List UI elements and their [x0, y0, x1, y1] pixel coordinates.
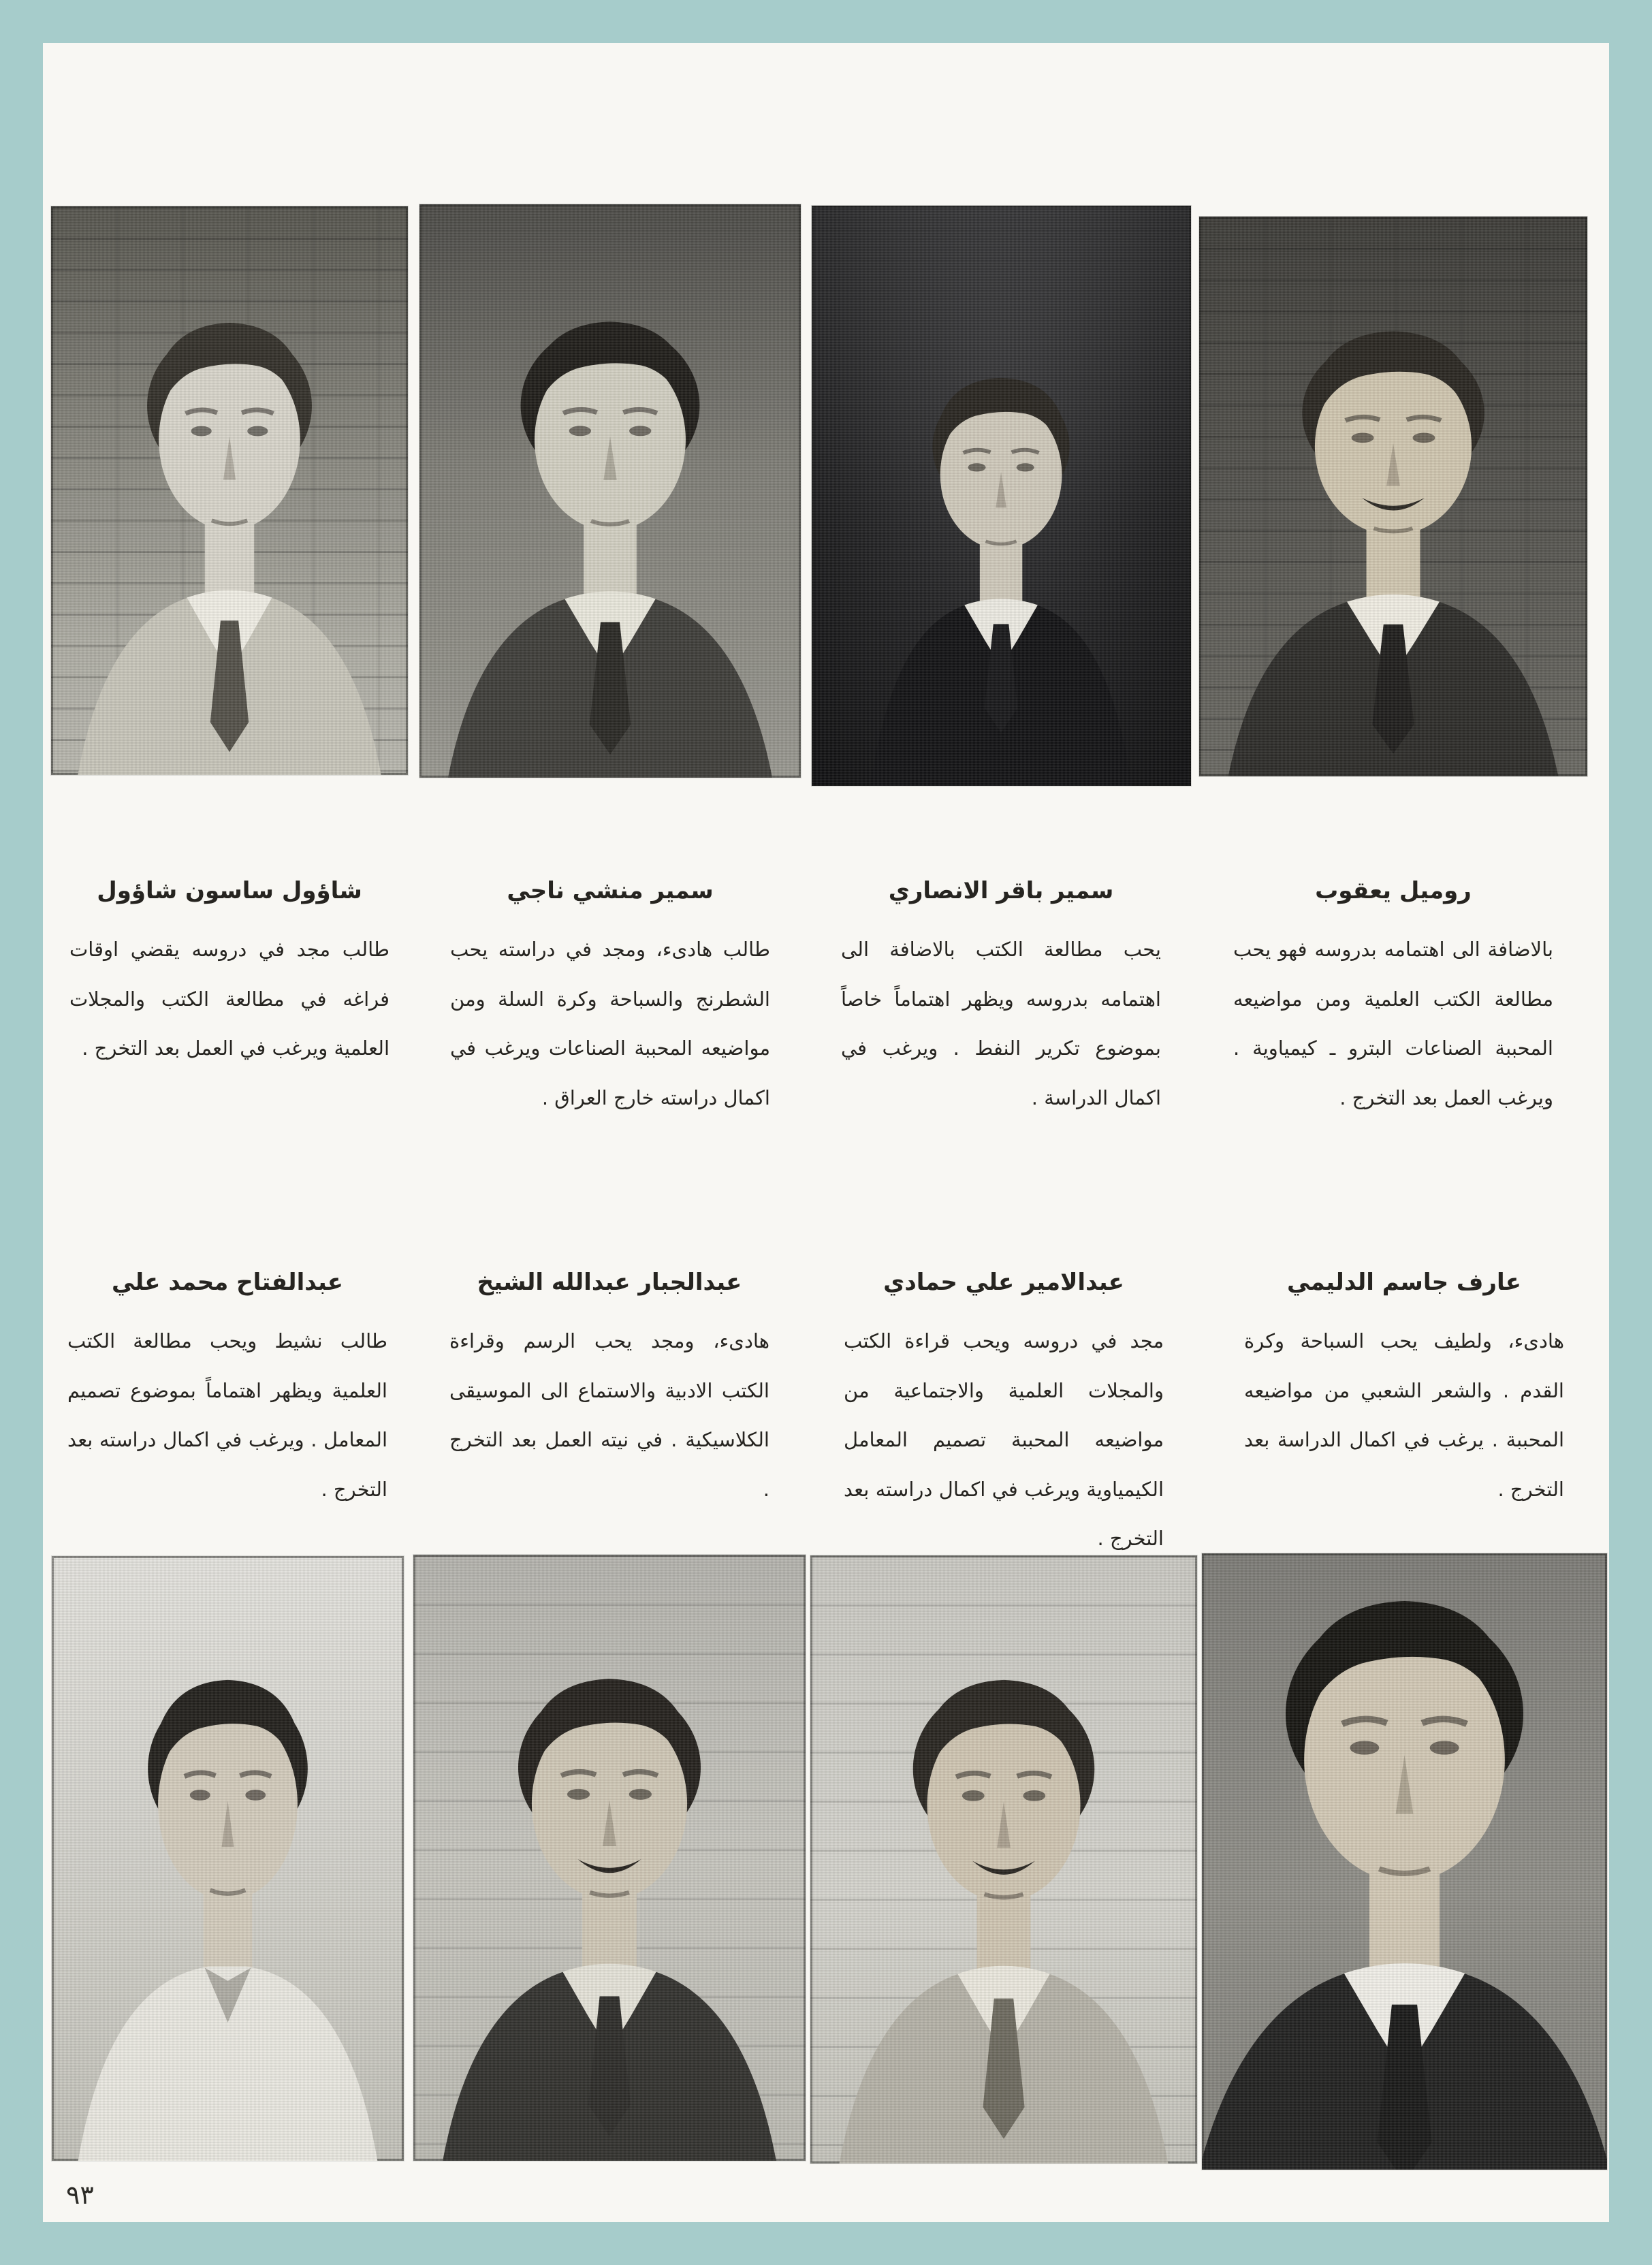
portrait-silhouette [812, 206, 1191, 786]
student-name: سمير منشي ناجي [507, 877, 714, 904]
student-name: عبدالامير علي حمادي [883, 1269, 1124, 1296]
student-name: شاؤول ساسون شاؤول [97, 877, 362, 904]
portrait-photo-7 [810, 1555, 1197, 2164]
portrait-silhouette [1199, 217, 1587, 776]
student-description: طالب هادىء، ومجد في دراسته يحب الشطرنج والسباحة وكرة السلة ومن مواضيعه المحببة الصناعات ويرغب في اكمال دراسته خارج العراق . [450, 938, 770, 1109]
student-description: يحب مطالعة الكتب بالاضافة الى اهتمامه بدروسه ويظهر اهتماماً خاصاً بموضوع تكرير النفط . ويرغب في اكمال الدراسة . [841, 938, 1161, 1109]
student-description: هادىء، ومجد يحب الرسم وقراءة الكتب الادبية والاستماع الى الموسيقى الكلاسيكية . في نيته العمل بعد التخرج . [449, 1329, 769, 1501]
student-bio-2 [450, 877, 770, 1122]
student-bio-3 [841, 877, 1161, 1122]
portrait-photo-1 [51, 206, 408, 775]
student-name: سمير باقر الانصاري [888, 877, 1114, 904]
student-description: طالب نشيط ويحب مطالعة الكتب العلمية ويظهر اهتماماً بموضوع تصميم المعامل . ويرغب في اكمال دراسته بعد التخرج . [67, 1329, 387, 1501]
student-name: عبدالفتاح محمد علي [112, 1269, 343, 1296]
portrait-silhouette [52, 1556, 404, 2161]
student-bio-8 [1244, 1269, 1564, 1514]
portrait-photo-4 [1199, 217, 1587, 776]
student-name: عبدالجبار عبدالله الشيخ [477, 1269, 742, 1296]
portrait-photo-3 [812, 206, 1191, 786]
student-bio-5 [67, 1269, 387, 1514]
portrait-silhouette [419, 204, 801, 778]
portrait-silhouette [810, 1555, 1197, 2164]
portrait-photo-2 [419, 204, 801, 778]
page-number: ٩٣ [66, 2180, 94, 2210]
student-bio-7 [844, 1269, 1164, 1564]
student-description: هادىء، ولطيف يحب السباحة وكرة القدم . والشعر الشعبي من مواضيعه المحببة . يرغب في اكمال الدراسة بعد التخرج . [1244, 1329, 1564, 1501]
student-name: عارف جاسم الدليمي [1286, 1269, 1521, 1296]
student-bio-1 [69, 877, 390, 1073]
portrait-silhouette [1202, 1553, 1607, 2170]
student-description: بالاضافة الى اهتمامه بدروسه فهو يحب مطالعة الكتب العلمية ومن مواضيعه المحببة الصناعات البترو ـ كيمياوية . ويرغب العمل بعد التخرج . [1233, 938, 1553, 1109]
student-description: مجد في دروسه ويحب قراءة الكتب والمجلات العلمية والاجتماعية من مواضيعه المحببة تصميم المعامل الكيمياوية ويرغب في اكمال دراسته بعد التخرج . [844, 1329, 1164, 1550]
student-bio-4 [1233, 877, 1553, 1122]
student-description: طالب مجد في دروسه يقضي اوقات فراغه في مطالعة الكتب والمجلات العلمية ويرغب في العمل بعد التخرج . [69, 938, 390, 1060]
page-paper [43, 43, 1609, 2222]
portrait-photo-5 [52, 1556, 404, 2161]
portrait-photo-8 [1202, 1553, 1607, 2170]
portrait-silhouette [51, 206, 408, 775]
portrait-silhouette [413, 1555, 806, 2161]
student-bio-6 [449, 1269, 769, 1514]
portrait-photo-6 [413, 1555, 806, 2161]
student-name: روميل يعقوب [1315, 877, 1472, 904]
